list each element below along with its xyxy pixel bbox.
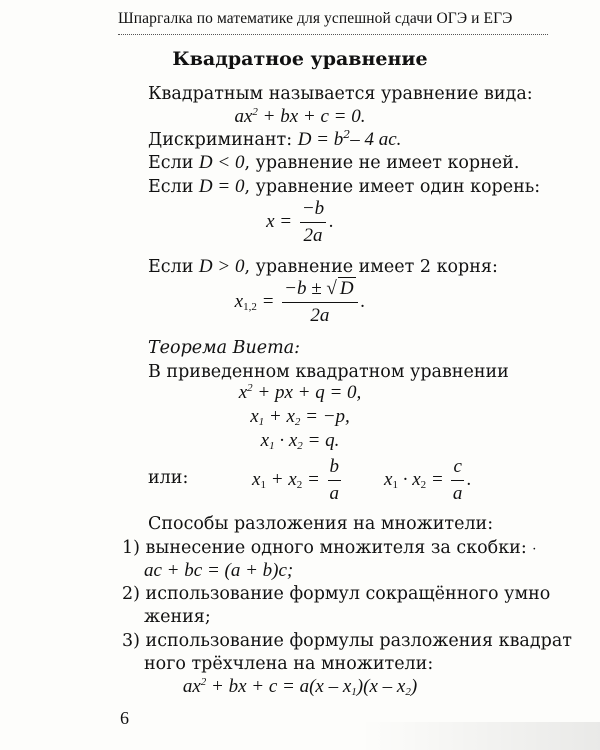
reduced-equation: $x^2$ + px + q = 0, xyxy=(238,382,362,403)
method-item-3-cont: ного трёхчлена на множители: xyxy=(144,654,434,674)
method-item-1: 1) вынесение одного множителя за скобки: · xyxy=(122,538,537,558)
or-label: или: xyxy=(148,468,189,488)
method-1-formula: ac + bc = (a + b)c; xyxy=(144,560,294,581)
method-item-2-cont: жения; xyxy=(144,607,211,627)
factorization-formula: $ax^2$ + bx + $c = a(x - x_1)(x - x_2)$ xyxy=(182,676,418,698)
single-root-formula: x = $\frac{-b}{2a}$ . xyxy=(266,198,334,246)
case-positive: Если D > 0, уравнение имеет 2 корня: xyxy=(148,256,498,277)
methods-title: Способы разложения на множители: xyxy=(148,514,494,534)
quadratic-equation: $ax^2$ + bx + c = 0. xyxy=(234,106,366,127)
vieta-intro: В приведенном квадратном уравнении xyxy=(148,362,509,382)
vieta-product: $x_1 \cdot x_2 = q$. xyxy=(260,430,340,452)
intro-text: Квадратным называется уравнение вида: xyxy=(148,84,533,104)
vieta-general-sum: $x_1 + x_2$ = $\frac{b}{a}$ xyxy=(252,456,340,504)
method-item-3: 3) использование формулы разложения квадрат xyxy=(122,631,572,651)
vieta-theorem-title: Теорема Виета: xyxy=(148,338,301,358)
page-number: 6 xyxy=(120,708,129,728)
case-negative: Если D < 0, уравнение не имеет корней. xyxy=(148,152,520,173)
case-zero: Если D = 0, уравнение имеет один корень: xyxy=(148,176,541,197)
running-header: Шпаргалка по математике для успешной сдачи ОГЭ и ЕГЭ xyxy=(118,10,513,27)
scan-shadow xyxy=(360,722,600,750)
discriminant-line: Дискриминант: $D = b^2-$ 4 ac. xyxy=(148,128,402,150)
method-item-2: 2) использование формул сокращённого умно xyxy=(122,584,551,604)
two-roots-formula: $x_{1,2}$ = $\frac{-b \pm √ D}{2a}$ . xyxy=(234,278,366,326)
vieta-general-product: $x_1 \cdot x_2$ = $\frac{c}{a}$ . xyxy=(384,456,472,504)
section-title: Квадратное уравнение xyxy=(172,48,428,70)
vieta-sum: $x_1 + x_2 = -p$, xyxy=(250,406,350,428)
header-rule xyxy=(118,34,548,35)
